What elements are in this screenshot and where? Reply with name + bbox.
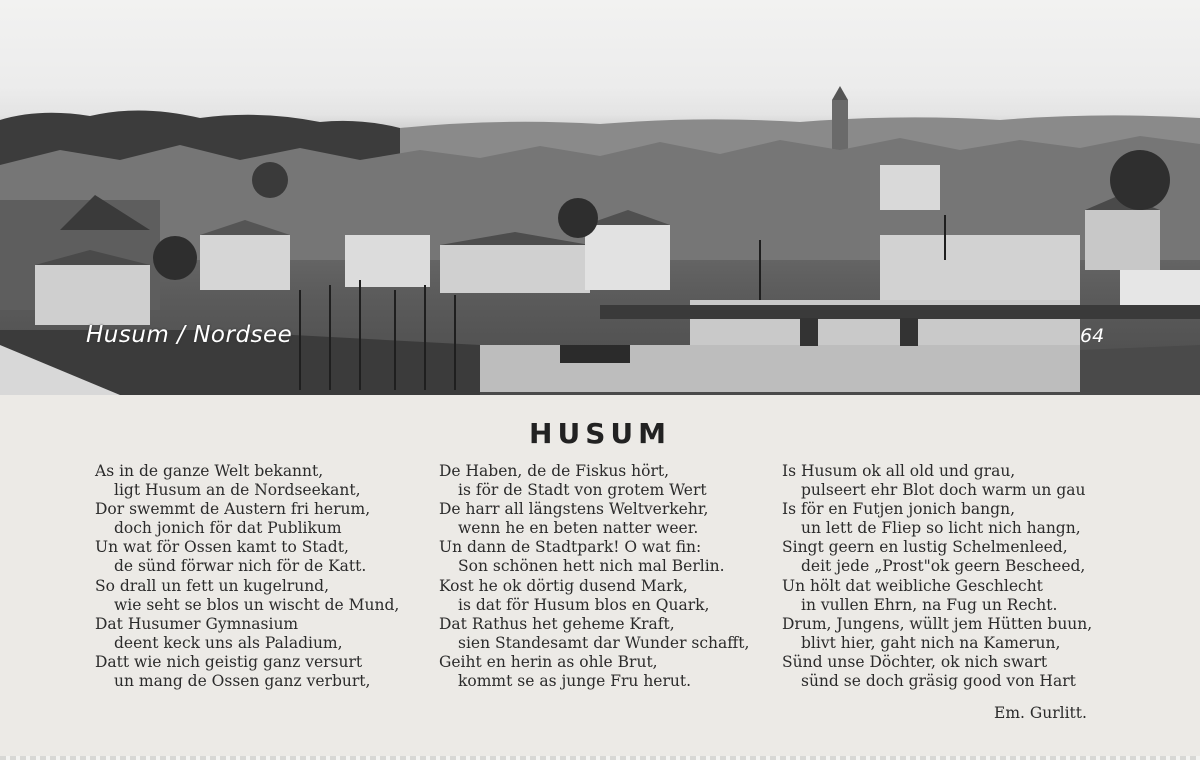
poem-line: blivt hier, gaht nich na Kamerun, (801, 633, 1061, 652)
poem-line: Datt wie nich geistig ganz versurt (95, 652, 363, 671)
poem-line: As in de ganze Welt bekannt, (95, 462, 324, 480)
poem-line: sien Standesamt dar Wunder schafft, (458, 633, 750, 652)
poem-line: Is Husum ok all old und grau, (782, 462, 1016, 480)
poem-line: Sünd unse Döchter, ok nich swart (782, 652, 1048, 671)
poem-line: Drum, Jungens, wüllt jem Hütten buun, (782, 614, 1093, 633)
poem-line: is för de Stadt von grotem Wert (458, 481, 707, 500)
poem-line: Geiht en herin as ohle Brut, (439, 652, 658, 671)
poem-line: wenn he en beten natter weer. (458, 519, 699, 538)
poem-line: Kost he ok dörtig dusend Mark, (439, 576, 688, 595)
page-title: HUSUM (529, 417, 671, 450)
poem-line: in vullen Ehrn, na Fug un Recht. (801, 595, 1058, 614)
poem-line: Dat Rathus het geheme Kraft, (439, 614, 675, 633)
poem-line: un lett de Fliep so licht nich hangn, (801, 519, 1081, 538)
poem-line: wie seht se blos un wischt de Mund, (114, 595, 400, 614)
poem-line: sünd se doch gräsig good von Hart (801, 672, 1076, 691)
poem-line: De harr all längstens Weltverkehr, (439, 500, 709, 519)
poem-line: de sünd förwar nich för de Katt. (114, 557, 367, 576)
poem-line: un mang de Ossen ganz verburt, (114, 672, 371, 691)
poem-line: De Haben, de de Fiskus hört, (439, 462, 670, 480)
poem-line: So drall un fett un kugelrund, (95, 576, 330, 595)
poem-line: Un dann de Stadtpark! O wat fin: (439, 538, 702, 557)
poem-line: kommt se as junge Fru herut. (458, 672, 692, 691)
poem-line: pulseert ehr Blot doch warm un gau (801, 481, 1086, 500)
poem-column-3 (782, 462, 1092, 691)
poem-column-1 (95, 462, 399, 691)
poem-line: Un wat för Ossen kamt to Stadt, (95, 538, 349, 557)
poem-column-2 (439, 462, 749, 691)
poem-line: deit jede „Prost"ok geern Bescheed, (801, 557, 1086, 576)
poem-line: Un hölt dat weibliche Geschlecht (782, 576, 1043, 595)
poem-line: Dat Husumer Gymnasium (95, 614, 299, 633)
poem-line: Is för en Futjen jonich bangn, (782, 500, 1015, 519)
poem-line: is dat för Husum blos en Quark, (458, 595, 710, 614)
poem-line: ligt Husum an de Nordseekant, (114, 481, 361, 500)
poem-line: doch jonich för dat Publikum (114, 519, 342, 538)
poem-line: deent keck uns als Paladium, (114, 633, 343, 652)
poem-line: Singt geern en lustig Schelmenleed, (782, 538, 1068, 557)
photo-number: 64 (1080, 325, 1105, 347)
photo-caption: Husum / Nordsee (86, 322, 293, 348)
poem-line: Dor swemmt de Austern fri herum, (95, 500, 371, 519)
author-signature: Em. Gurlitt. (994, 704, 1087, 722)
poem-line: Son schönen hett nich mal Berlin. (458, 557, 725, 576)
deckled-edge (0, 756, 1200, 760)
